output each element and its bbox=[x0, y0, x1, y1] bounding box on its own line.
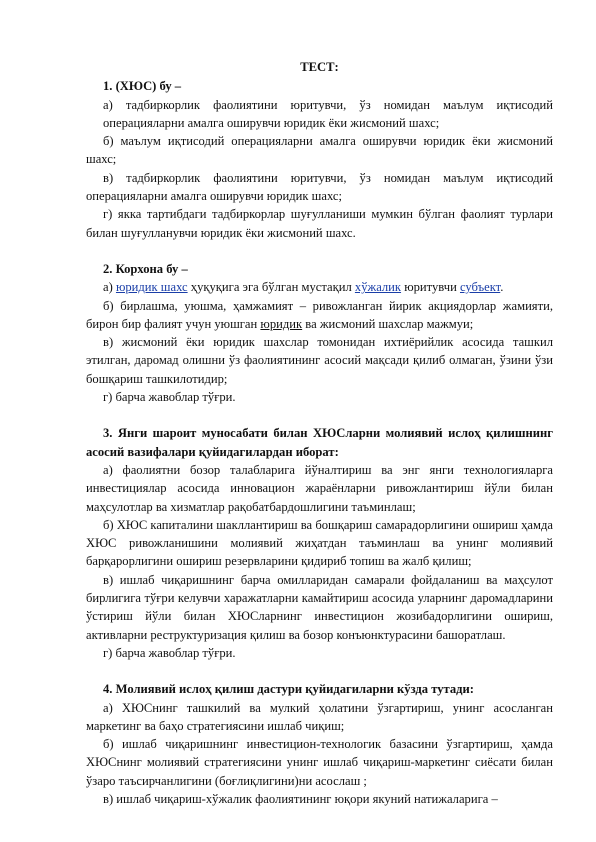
question-1-label: 1. (ХЮС) бу – bbox=[103, 79, 182, 94]
question-1-option-a: а) тадбиркорлик фаолиятини юритувчи, ўз номидан маълум иқтисодий операцияларни амалга оширувчи юридик ёки жисмоний шахс; bbox=[103, 97, 553, 130]
spacer bbox=[86, 406, 553, 424]
link-economy[interactable]: хўжалик bbox=[354, 280, 402, 295]
question-4-label: 4. Молиявий иcлоҳ қилиш дастури қуйидагиларни кўзда тутади: bbox=[103, 682, 475, 697]
spacer bbox=[86, 242, 553, 260]
option-a-middle-2: юритувчи bbox=[404, 280, 457, 295]
question-4-option-b: б) ишлаб чиқаришнинг инвестицион-технологик базасини ўзгартириш, ҳамда ХЮСнинг молиявий стратегиясини унинг ишлаб чиқариш-маркетинг сиёсати билан ўзаро таъсирчанлигини (боғлиқлигини)ни асослаш ; bbox=[86, 737, 553, 788]
question-3-option-d: г) барча жавоблар тўғри. bbox=[103, 645, 236, 660]
question-2-label: 2. Корхона бу – bbox=[103, 261, 188, 276]
question-3-option-c: в) ишлаб чиқаришнинг барча омилларидан самарали фойдаланиш ва маҳсулот бирлигига тўғри келувчи харажатларни камайтириш асосида уларнинг даромадларини ўстириш йўли билан ХЮСларнинг инвестицион жозибадорлигини ошириш, активларни реструктуризация қилиш ва бозор конъюнктурасини башоратлаш. bbox=[86, 572, 553, 642]
document-page bbox=[86, 58, 553, 808]
link-subject[interactable]: субъект bbox=[459, 280, 501, 295]
question-3-option-a: а) фаолиятни бозор талабларига йўналтириш ва энг янги технологияларга инвестициялар асосида инновацион жараёнларни ривожлантириш йўли билан маҳсулотлар ва хизматлар рақобатбардошлигини таъминлаш; bbox=[86, 462, 553, 514]
option-a-middle: ҳуқуқига эга бўлган мустақил bbox=[190, 280, 352, 295]
link-legal-entity[interactable]: юридик шахс bbox=[115, 280, 188, 295]
question-3-label: 3. Янги шароит муносабати билан ХЮСларни молиявий иcлоҳ қилишнинг асосий вазифалари қуйидагилардан иборат: bbox=[86, 426, 553, 459]
option-b-start: б) бирлашма, уюшма, ҳамжамият – ривожланган йирик акциядорлар жамияти, бирон бир фалият учун уюшган bbox=[86, 298, 553, 331]
page-title: ТЕСТ: bbox=[300, 60, 339, 74]
option-a-end: . bbox=[500, 280, 504, 295]
question-4-option-c: в) ишлаб чиқариш-хўжалик фаолиятининг юқори якуний натижаларига – bbox=[103, 791, 498, 806]
underlined-word-legal: юридик bbox=[260, 316, 303, 331]
option-b-end: ва жисмоний шахслар мажмуи; bbox=[305, 316, 474, 331]
question-1-option-c: в) тадбиркорлик фаолиятини юритувчи, ўз номидан маълум иқтисодий операцияларни амалга оширувчи юридик шахс; bbox=[86, 170, 553, 204]
question-2-option-c: в) жисмоний ёки юридик шахслар томонидан ихтиёрийлик асосида ташкил этилган, даромад олишни ўз фаолиятининг асосий мақсади қилиб олмаган, ўзини ўзи бошқариш ташкилотидир; bbox=[86, 335, 553, 386]
question-2-option-b bbox=[86, 297, 553, 334]
question-1-option-d: г) якка тартибдаги тадбиркорлар шуғулланиши мумкин бўлган фаолият турлари билан шуғулланувчи юридик ёки жисмоний шахс. bbox=[86, 207, 553, 240]
question-4-option-a: а) ХЮСнинг ташкилий ва мулкий ҳолатини ўзгартириш, унинг асосланган маркетинг ва баҳо стратегиясини ишлаб чиқиш; bbox=[86, 700, 553, 733]
question-3-option-b: б) ХЮС капиталини шакллантириш ва бошқариш самарадорлигини ошириш ҳамда ХЮС ривожланишини молиявий жиҳатдан таъминлаш ва унинг молиявий барқарорлигини ошириш резервларини қидириб топиш ва жалб қилиш; bbox=[86, 517, 553, 569]
spacer bbox=[86, 662, 553, 680]
question-2-option-a bbox=[86, 278, 553, 296]
question-2-option-d: г) барча жавоблар тўғри. bbox=[103, 390, 236, 405]
option-a-prefix: а) bbox=[103, 280, 113, 295]
question-1-option-b: б) маълум иқтисодий операцияларни амалга оширувчи юридик ёки жисмоний шахс; bbox=[86, 134, 553, 167]
